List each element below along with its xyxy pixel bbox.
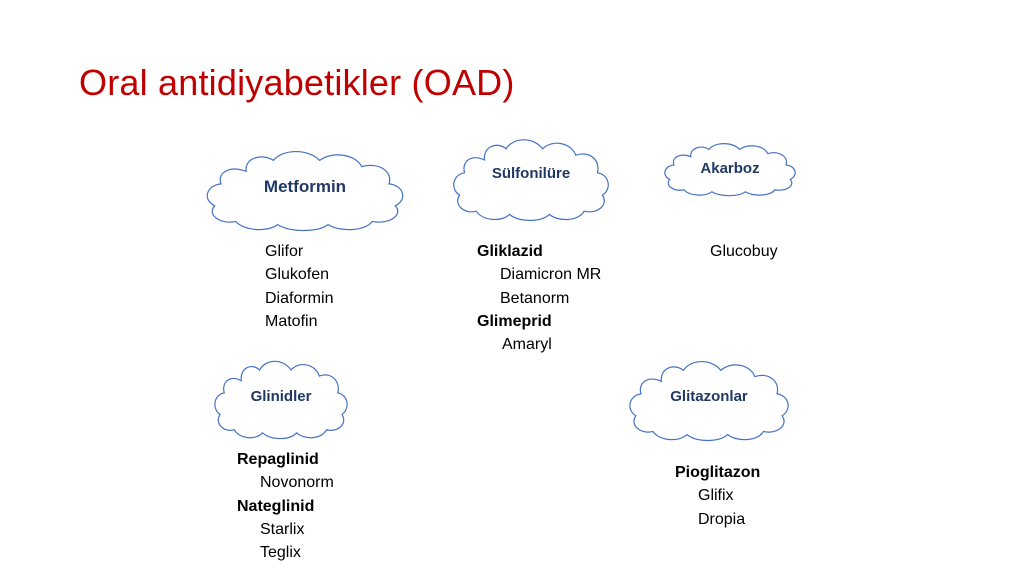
list-group-heading: Glimeprid bbox=[477, 312, 552, 330]
cloud-label-akarboz: Akarboz bbox=[700, 160, 760, 177]
cloud-label-metformin: Metformin bbox=[263, 177, 347, 196]
list-item: Matofin bbox=[265, 312, 318, 330]
list-group-heading: Pioglitazon bbox=[675, 464, 761, 481]
list-item: Glucobuy bbox=[710, 243, 778, 260]
cloud-glitazonlar bbox=[624, 350, 794, 444]
list-group-heading: Nateglinid bbox=[237, 497, 315, 515]
glitazonlar-drug-list bbox=[675, 461, 760, 531]
list-group-heading: Gliklazid bbox=[477, 243, 543, 260]
list-item: Glifor bbox=[265, 243, 304, 260]
cloud-label-sulfonilure: Sülfonilüre bbox=[491, 165, 571, 182]
list-item: Diaformin bbox=[265, 289, 334, 307]
list-item: Teglix bbox=[260, 544, 301, 562]
list-item: Betanorm bbox=[500, 289, 570, 307]
cloud-glinidler bbox=[210, 350, 352, 442]
cloud-label-glitazonlar: Glitazonlar bbox=[670, 388, 748, 405]
glinidler-drug-list bbox=[237, 448, 334, 564]
sulfonilure-drug-list bbox=[477, 240, 601, 356]
cloud-label-glinidler: Glinidler bbox=[250, 388, 312, 405]
cloud-akarboz bbox=[660, 136, 800, 198]
list-item: Dropia bbox=[698, 510, 746, 528]
list-item: Novonorm bbox=[260, 474, 334, 492]
list-item: Amaryl bbox=[502, 336, 552, 354]
list-item: Diamicron MR bbox=[500, 266, 602, 284]
akarboz-drug-list bbox=[710, 240, 778, 263]
list-item: Starlix bbox=[260, 520, 305, 538]
list-item: Glukofen bbox=[265, 266, 330, 284]
slide-title: Oral antidiyabetikler (OAD) bbox=[79, 62, 515, 103]
metformin-drug-list bbox=[265, 240, 333, 333]
cloud-metformin bbox=[200, 140, 410, 234]
list-item: Glifix bbox=[698, 487, 734, 505]
cloud-sulfonilure bbox=[448, 128, 614, 224]
list-group-heading: Repaglinid bbox=[237, 451, 319, 468]
